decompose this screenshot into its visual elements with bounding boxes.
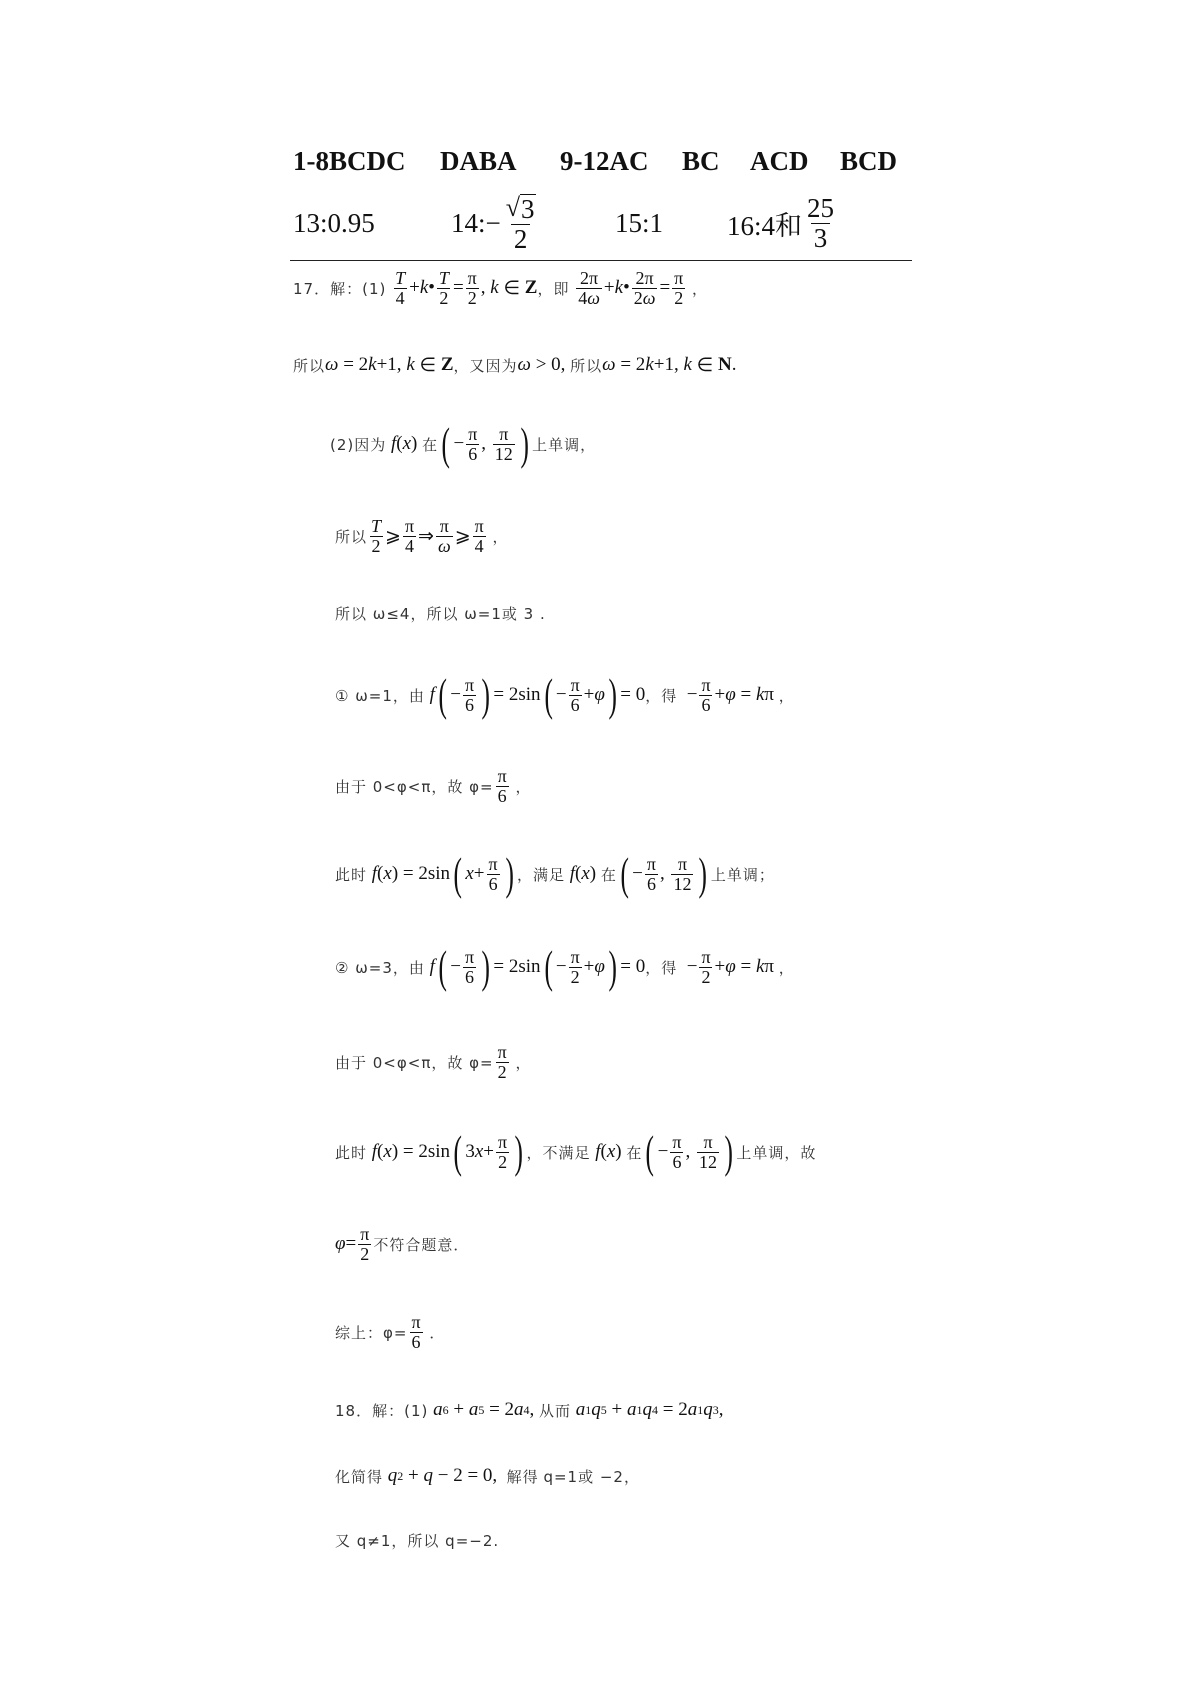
q17-case-2-reject: φ = $\frac{\pi}{2}$ 不符合题意． [335,1223,470,1264]
answer-1-8a: 1-8BCDC [293,146,406,176]
answer-9-12d: BCD [840,146,898,176]
answer-16: 16:4和 $\frac{25}{3}$ [727,193,835,253]
answer-9-12b: BC [682,146,720,176]
answer-13: 13:0.95 [293,207,375,238]
answer-9-12a: 9-12AC [560,146,649,176]
q17-omega-bound: 所以 ω≤4，所以 ω=1或 3 . [335,604,546,623]
q17-case-2: ② ω=3，由 f ( − $\frac{\pi}{6}$ ) = 2sin ( − $\frac{\pi}{2}$ + φ ) = 0 ，得 − $\frac{\pi}{2}$ + φ = k π ， [335,941,795,992]
answer-1-8b: DABA [440,146,517,176]
q17-case-1-check: 此时 f ( x ) = 2sin ( x + $\frac{\pi}{6}$ ) ，满足 f ( x ) 在 ( − $\frac{\pi}{6}$ , $\frac{\pi}{12}$ ) 上单调； [335,848,775,899]
q17-case-1: ① ω=1，由 f ( − $\frac{\pi}{6}$ ) = 2sin ( − $\frac{\pi}{6}$ + φ ) = 0 ，得 − $\frac{\pi}{6}$ + φ = k π ， [335,669,795,720]
answer-14: 14:− √ 3 2 [451,193,535,254]
q17-case-1-phi: 由于 0<φ<π，故 φ= $\frac{\pi}{6}$ ， [335,765,532,806]
answer-9-12c: ACD [750,146,809,176]
q18-line-3: 又 q≠1，所以 q=−2. [335,1531,500,1550]
q18-line-1: 18．解：(1) a 6 + a 5 = 2 a 4 , 从而 a 1 q 5 + a 1 q 4 = 2 a 1 q 3 , [335,1399,724,1420]
q17-conclusion: 综上：φ= $\frac{\pi}{6}$ ． [335,1311,446,1352]
q17-part2-line: (2)因为 f ( x ) 在 ( − $\frac{\pi}{6}$ , $\frac{\pi}{12}$ ) 上单调， [330,418,597,469]
q17-case-2-check: 此时 f ( x ) = 2sin ( 3 x + $\frac{\pi}{2}$ ) ，不满足 f ( x ) 在 ( − $\frac{\pi}{6}$ , $\frac{\pi}{12}$ ) 上单调，故 [335,1126,817,1177]
q17-period-line: 所以 $\frac{T}{2}$ ⩾ $\frac{\pi}{4}$ ⇒ $\frac{\pi}{\omega}$ ⩾ $\frac{\pi}{4}$ ， [335,515,509,556]
answer-15: 15:1 [615,207,664,238]
q17-case-2-phi: 由于 0<φ<π，故 φ= $\frac{\pi}{2}$ ， [335,1041,532,1082]
q17-line-1: 17．解：(1) $\frac{T}{4}$ + k • $\frac{T}{2}$ = $\frac{\pi}{2}$ , k ∈ Z ，即 $\frac{2\pi}{4\omega}$ + k • $\frac{2\pi}{2\omega}$ = $\frac{\pi}{2}$ ， [293,267,709,308]
q17-line-2: 所以 ω = 2 k +1, k ∈ Z ，又因为 ω > 0, 所以 ω = 2 k +1, k ∈ N . [293,354,737,376]
q18-line-2: 化简得 q 2 + q − 2 = 0, 解得 q=1或 −2， [335,1465,640,1486]
divider-line [290,260,912,261]
answer-key-row-choices [293,146,897,177]
